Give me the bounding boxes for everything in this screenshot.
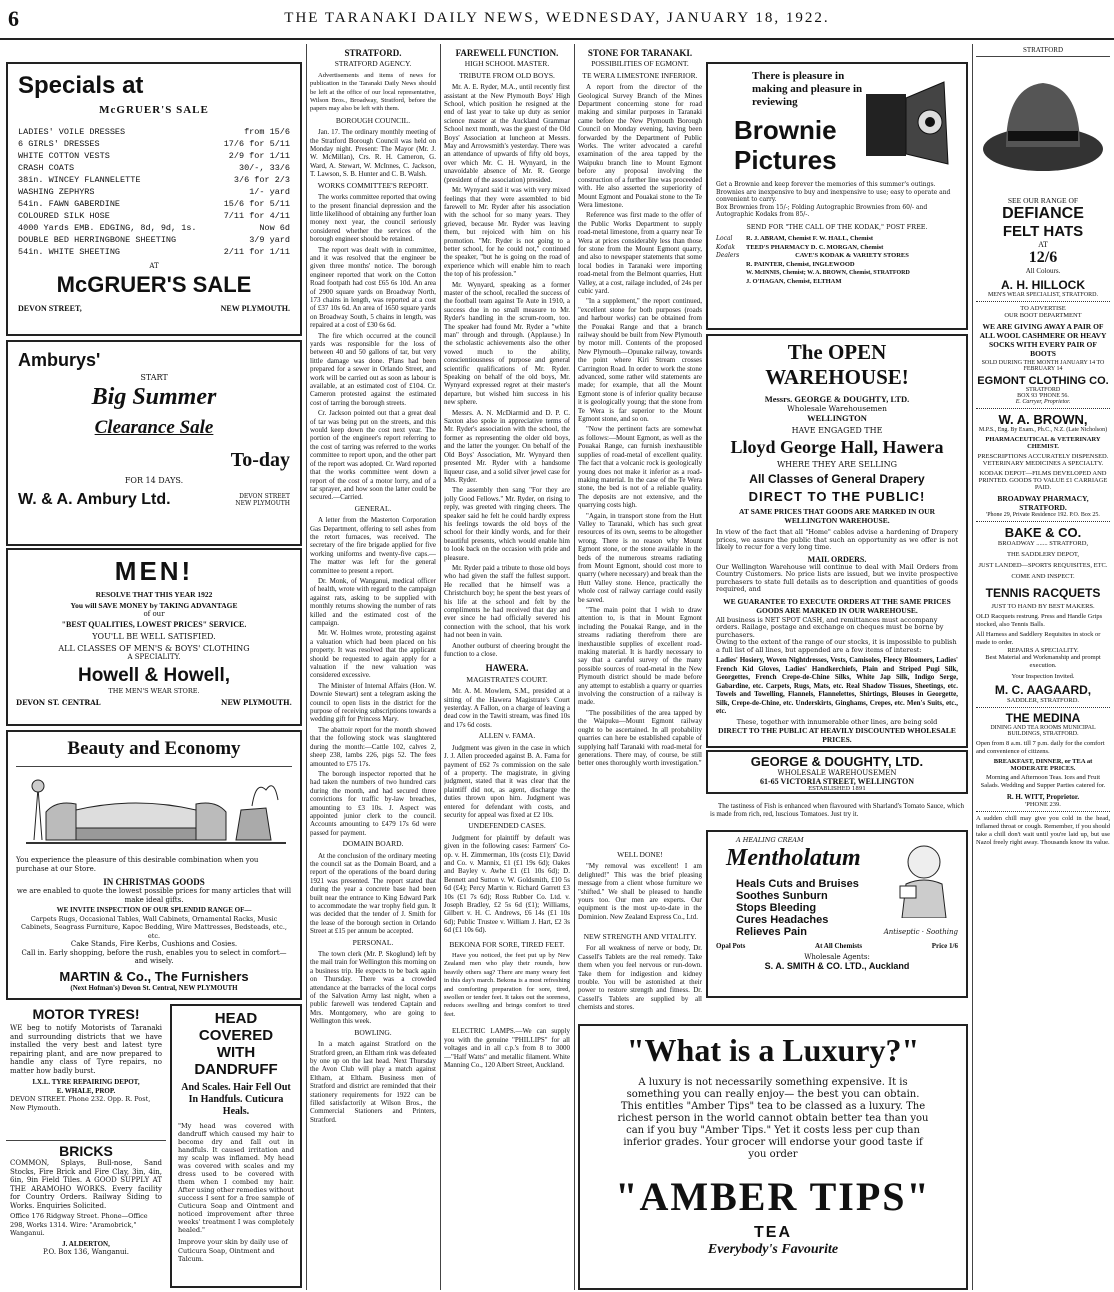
- domain-heading: DOMAIN BOARD.: [342, 839, 404, 849]
- general-p2: Dr. Monk, of Wanganui, medical officer of health, wrote with regard to the campaign against rats, asking to be supplied with monthly returns showing the number of rats killed and the estimated cost of the campaign.: [310, 576, 436, 627]
- brown-prescr: PRESCRIPTIONS ACCURATELY DISPENSED. VETERINARY MEDICINES A SPECIALTY.: [977, 453, 1109, 467]
- undefended-heading: UNDEFENDED CASES.: [468, 821, 546, 831]
- howell-address: [16, 698, 292, 707]
- egmont-box: BOX 93 'PHONE 56.: [1017, 393, 1069, 399]
- allen-text: Judgment was given in the case in which J. J. Allen proceeded against B. A. Fama for payment of £62 7s commission on the sale of a property. The magistrate, in giving judgment, stated that it was clear that the plaintiff did not, as agent, discharge the duties thrown upon him. Judgment was entered for defendant with costs, and security for appeal was fixed at £2 10s.: [444, 743, 570, 819]
- works-p4: Cr. Jackson pointed out that a great deal of tar was being put on the streets, and this would keep down the cost next year. The portion of the engineer's report referring to the cost of tarring was referred to the works committee to report upon, and the other part of the report was adopted. Cr. Ward reported that the works committee went down a report of the cost of a motor lorry, and of a tar sprayer, and how soon the latter could be secured.—Carried.: [310, 409, 436, 502]
- strength-text: For all weakness of nerve or body, Dr. Cassell's Tablets are the real remedy. Take them when you feel nervous or run-down. Take them for indigestion and kidney trouble. You will be astonished at their power to restore strength and fitness. Dr. Cassell's Tablets are supplied by all chemists and stores.: [578, 944, 702, 1012]
- mcgruer-item-name: 54in. FAWN GABERDINE: [18, 199, 121, 209]
- mcgruer-item: [18, 150, 290, 162]
- motor-dept: I.X.L. TYRE REPAIRING DEPOT,: [32, 1078, 140, 1086]
- page-number: 6: [8, 6, 19, 31]
- tennis-inspect: Your Inspection Invited.: [1011, 673, 1075, 680]
- stone-p7: "The possibilities of the area tapped by the Waipuku—Mount Egmont railway ought to be ascertained. In all probability quarries can here be established capable of supplying half Taranaki with road-metal for generations. There may, of course, be still better ones thoroughly worth investigation.": [578, 708, 702, 768]
- mcgruer-item-price: 30/-, 33/6: [238, 163, 290, 173]
- motor-ad: [6, 1004, 166, 1136]
- court-text: Mr. A. M. Mowlem, S.M., presided at a sitting of the Hawera Magistrate's Court yesterday. A Fallon, on a charge of leaving a dead cow in the Tawiti stream, was fined 10s and 17s 6d costs.: [444, 687, 570, 729]
- ambury-big: Big Summer: [91, 384, 217, 410]
- general-p4: The Minister of Internal Affairs (Hon. W. Downie Stewart) sent a telegram asking the council to open lists in the district for the purpose of receiving subscriptions towards a wedding gift for Princess Mary.: [310, 681, 436, 724]
- stratford-agency-heading: STRATFORD AGENCY.: [334, 59, 412, 69]
- camera-icon: [864, 74, 954, 170]
- bake-landed: JUST LANDED—SPORTS REQUISITES, ETC.: [978, 562, 1108, 569]
- works-p2: The report was dealt with in committee, and it was resolved that the engineer be given three months' notice. The borough engineer reported that work on the Cotton Road footpath had cost £65 6s 10d. An area of 2900 square yards on Broadway North, 173 chains in length, was reported at a cost of £37 10s 6d. An area of 1650 square yards on Broadway South, 5 chains in length, was repaired at a cost of £30 6s 6d.: [310, 245, 436, 330]
- mcgruer-item-name: CRASH COATS: [18, 163, 75, 173]
- masthead: THE TARANAKI DAILY NEWS, WEDNESDAY, JANUARY 18, 1922.: [284, 10, 830, 26]
- hawera-heading: HAWERA.: [485, 663, 529, 674]
- mcgruer-item: [18, 246, 290, 258]
- general-heading: GENERAL.: [354, 503, 392, 513]
- mcgruer-item-price: 3/9 yard: [249, 235, 290, 245]
- strength-heading: NEW STRENGTH AND VITALITY.: [583, 932, 697, 941]
- medina-phone: 'PHONE 239.: [1025, 801, 1061, 808]
- warehouse-direct2: DIRECT TO THE PUBLIC AT HEAVILY DISCOUNTED WHOLESALE PRICES.: [718, 726, 956, 744]
- martin-p3: we are enabled to quote the lowest possible prices for many articles that will make ideal gifts.: [16, 887, 292, 904]
- strength-notice: [578, 930, 702, 1022]
- bake-name: BAKE & CO.: [1004, 525, 1082, 540]
- col-rule-2: [440, 44, 441, 1290]
- mcgruer-item: [18, 126, 290, 138]
- mcgruer-item-name: COLOURED SILK HOSE: [18, 211, 110, 221]
- mcgruer-subtitle: McGRUER'S SALE: [99, 104, 209, 116]
- warehouse-sub: Wholesale Warehousemen: [787, 404, 887, 413]
- howell-l7: A SPECIALITY.: [127, 653, 181, 661]
- mcgruer-item: [18, 210, 290, 222]
- mentholatum-ad: [706, 830, 968, 998]
- brown-phone: 'Phone 29, Private Residence 192. P.O. Box 25.: [986, 512, 1100, 518]
- martin-ad: [6, 730, 302, 1000]
- martin-addr: (Next Hofman's) Devon St. Central, NEW PLYMOUTH: [70, 983, 238, 992]
- warehouse-classes: All Classes of General Drapery: [749, 472, 925, 486]
- hillock-price: 12/6: [1028, 249, 1058, 266]
- aagaard-sub: SADDLER, STRATFORD.: [1006, 697, 1080, 704]
- bricks-ad: [6, 1140, 166, 1290]
- stone-p2: Reference was first made to the offer of the Public Works Department to supply road-metal limestone, from a quarry near Te Wera at prices considerably less than those for stone from the Mount Egmont quarry, and also to newspaper statements that some local bodies in Taranaki were importing road-metal from the Belmont quarries, Hutt Valley, at a cost, railage included, of 24s per cubic yard.: [578, 211, 702, 295]
- martin-rule: [16, 766, 292, 767]
- court-heading: MAGISTRATE'S COURT.: [466, 674, 548, 684]
- howell-addr-left: DEVON ST. CENTRAL: [16, 698, 101, 707]
- howell-ad: [6, 548, 302, 726]
- brown-pharm: PHARMACEUTICAL & VETERINARY CHEMIST.: [985, 436, 1101, 450]
- bowling-text: In a match against Stratford on the Stratford green, an Eltham rink was defeated by one up on the last head. Next Thursday the Avon Club will play a match against Eltham, at Eltham. Business men of Stratford and district are reminded that their stationery requirements for 1922 can be filled satisfactorily at Wilson Bros., the Commercial Stationers and Printers, Stratford.: [310, 1040, 436, 1124]
- hillock-sub: MEN'S WEAR SPECIALIST, STRATFORD.: [987, 292, 1099, 298]
- hillock-at: AT: [1038, 240, 1048, 249]
- mcgruer-item: [18, 186, 290, 198]
- brownie-send: SEND FOR "THE CALL OF THE KODAK," POST FREE.: [746, 222, 928, 231]
- mcgruer-item-name: WHITE COTTON VESTS: [18, 151, 110, 161]
- stone-p5: "Again, in transport stone from the Hutt Valley to Taranaki, which has such great resources of its own, seems to be altogether wrong. There is no reason why Mount Egmont stone, or the stone available in the beds of the numerous streams radiating from Mount Egmont, should cost more to quarry (where necessary) and break than the Hutt Valley stone. Hence, practically the whole cost of railway carriage could easily be saved.: [578, 511, 702, 604]
- farewell-p3: Mr. Wynyard, speaking as a former master of the school, recalled the success of the football team against Te Aute in 1910, a success due in no small measure to Mr. Ryder's handling in the scrum-room, too. The speaker had found Mr. Ryder a "white man" through and through. (Applause.) In the scholastic achievements also the other vowed much to the ability, conscientiousness of purpose and general scientific qualifications of Mr. Ryder. Speaking on behalf of the old boys, Mr. Wynyard expressed regret at their master's departure, but wished him success in his new sphere.: [444, 280, 570, 407]
- brownie-dealer-2: TEED'S PHARMACY D. C. MORGAN, Chemist: [746, 243, 884, 251]
- stone-sub2: TE WERA LIMESTONE INFERIOR.: [582, 70, 698, 80]
- farewell-p5: The assembly then sang "For they are jolly Good Fellows." Mr. Ryder, on rising to reply, was greeted with ringing cheers. The speaker said he felt he could hardly express his feelings towards the old boys of the school for their kindly words, and for their beautiful presents, which would enable him to look back on the occasion with pride and pleasure.: [444, 486, 570, 562]
- ambury-firm: W. & A. Ambury Ltd.: [18, 491, 171, 508]
- personal-heading: PERSONAL.: [352, 937, 394, 947]
- mcgruer-item: [18, 222, 290, 234]
- mcgruer-item-price: 1/- yard: [249, 187, 290, 197]
- tennis-repairs: REPAIRS A SPECIALITY.: [1007, 647, 1079, 654]
- brown-name: W. A. BROWN,: [998, 412, 1088, 427]
- sofa-illustration: [16, 770, 296, 852]
- howell-firm: Howell & Howell,: [77, 665, 231, 686]
- right-column: [976, 46, 1110, 1290]
- martin-p4: WE INVITE INSPECTION OF OUR SPLENDID RANGE OF—: [56, 906, 252, 914]
- farewell-heading: FAREWELL FUNCTION.: [455, 48, 559, 58]
- mcgruer-item: [18, 234, 290, 246]
- mcgruer-item-name: 38in. WINCEY FLANNELETTE: [18, 175, 141, 185]
- bake-saddlery: THE SADDLERY DEPOT,: [1006, 551, 1080, 558]
- ambury-clear: Clearance Sale: [94, 417, 214, 438]
- warehouse-footer: [706, 750, 968, 794]
- bricks-title: BRICKS: [59, 1143, 113, 1159]
- mentholatum-l3: Stops Bleeding: [736, 901, 817, 914]
- tennis-harness: All Harness and Saddlery Requisites in stock or made to order.: [976, 631, 1101, 646]
- warehouse-est: ESTABLISHED 1891: [808, 786, 866, 792]
- mcgruer-item-name: WASHING ZEPHYRS: [18, 187, 95, 197]
- farewell-tribute: TRIBUTE FROM OLD BOYS.: [459, 70, 555, 80]
- medina-name: THE MEDINA: [1005, 711, 1081, 725]
- howell-l4: "BEST QUALITIES, LOWEST PRICES" SERVICE.: [61, 620, 247, 629]
- col-rule-4: [972, 44, 973, 1290]
- bowling-heading: BOWLING.: [354, 1027, 392, 1037]
- mcgruer-item-name: 4000 Yards EMB. EDGING, 8d, 9d, 1s.: [18, 223, 197, 233]
- medina-witt: R. H. WITT, Proprietor.: [1006, 793, 1080, 801]
- mcgruer-address-left: DEVON STREET,: [18, 304, 82, 313]
- mcgruer-item: [18, 138, 290, 150]
- bricks-body: COMMON, Splays, Bull-nose, Sand Stocks, Fire Brick and Fire Clay, 3in, 4in, 6in, 9in Field Tiles. A GOOD SUPPLY AT THE ARAMOHO WORKS. Every facility for Country Orders. Railway Siding to Works. Enquiries Solicited.: [10, 1159, 162, 1210]
- warehouse-engaged: HAVE ENGAGED THE: [791, 426, 883, 435]
- farewell-p7: Another outburst of cheering brought the function to a close.: [444, 641, 570, 659]
- egmont-sold: SOLD DURING THE MONTH JANUARY 14 TO FEBRUARY 14: [981, 360, 1105, 372]
- mcgruer-item-name: 6 GIRLS' DRESSES: [18, 139, 100, 149]
- mcgruer-item-price: 2/11 for 1/11: [223, 247, 290, 257]
- mcgruer-at: AT: [149, 262, 159, 270]
- amber-tea: TEA: [754, 1224, 792, 1241]
- stone-p1: A report from the director of the Geological Survey Branch of the Mines Department concerning stone for road making and similar purposes in Taranaki came before the New Plymouth Borough Council on Monday evening, having been forwarded by the Department of Public Works. The writer advocated a careful examination of the area tapped by the Waipuku branch line to Mount Egmont before any proposal involving the construction of a further line was proceeded with. He also asserted the superiority of Mount Egmont and Pouakai stone to the Te Wera limestone.: [578, 83, 702, 209]
- bricks-contact: Office 176 Ridgway Street. Phone—Office 298, Works 1314. Wire: "Aramobrick," Wanganui.: [10, 1212, 148, 1237]
- howell-men: MEN!: [114, 556, 194, 586]
- howell-addr-right: NEW PLYMOUTH.: [221, 698, 292, 707]
- council-text: Jan. 17. The ordinary monthly meeting of the Stratford Borough Council was held on Monday night. Present: The Mayor (Mr. J. W. McMillan), Crs. R. H. Cameron, G. Ward, A. Stewart, W. McInnes, C. Jackson, T. Lawson, S. B. Hunter and C. B. Walsh.: [310, 128, 436, 179]
- mentholatum-l1: Heals Cuts and Bruises: [736, 877, 859, 890]
- hillock-name: A. H. HILLOCK: [1001, 278, 1085, 292]
- mcgruer-ad: [6, 62, 302, 336]
- medina-open: Open from 8 a.m. till 7 p.m. daily for the comfort and convenience of citizens.: [976, 740, 1105, 755]
- ambury-today: To-day: [230, 449, 290, 471]
- tennis-hand: JUST TO HAND BY BEST MAKERS.: [991, 603, 1095, 610]
- bake-sub: BROADWAY ....... STRATFORD,: [997, 540, 1089, 547]
- mentholatum-healing: A HEALING CREAM: [736, 836, 804, 844]
- mcgruer-item-name: LADIES' VOILE DRESSES: [18, 127, 126, 137]
- hillock-colours: All Colours.: [1025, 267, 1061, 275]
- brownie-small: Get a Brownie and keep forever the memories of this summer's outings. Brownies are inexpensive to buy and inexpensive to use; easy to operate and convenient to carry.: [716, 181, 951, 203]
- bekona-text: Have you noticed, the feet put up by New Zealand men who play their rounds, how heavily others sag? There are many weary feet in this day's march. Bekona is a most refreshing and comforting preparation for sore, tired, swollen or tender feet. It takes out the soreness, reduces swelling and brings comfort to tired feet.: [444, 952, 570, 1018]
- bekona-heading: BEKONA FOR SORE, TIRED FEET.: [449, 939, 565, 949]
- brown-kodak: KODAK DEPOT—FILMS DEVELOPED AND PRINTED. GOODS TO VALUE £1 CARRIAGE PAID.: [978, 470, 1108, 491]
- fish-text: The tastiness of Fish is enhanced when flavoured with Sharland's Tomato Sauce, which is made from rich, red, luscious Tomatoes. Just try it.: [710, 802, 964, 819]
- farewell-sub: HIGH SCHOOL MASTER.: [464, 59, 550, 69]
- brownie-dealer-6: J. O'HAGAN, Chemist, ELTHAM: [746, 277, 842, 285]
- martin-p6: Cake Stands, Fire Kerbs, Cushions and Cosies.: [70, 940, 238, 948]
- stone-column: [578, 46, 702, 846]
- warehouse-direct: DIRECT TO THE PUBLIC!: [748, 489, 926, 504]
- allen-heading: ALLEN v. FAMA.: [478, 731, 536, 741]
- cuticura-body: "My head was covered with dandruff which caused my hair to become dry and fall out in handfuls. It caused irritation and my scalp was inflamed. My head was covered with scales and my dress used to be covered with them when I combed my hair. After using other remedies without success I sent for a free sample of Cuticura Soap and Ointment and noticed improvement after three weeks' treatment I was completely healed.": [178, 1122, 294, 1234]
- brownie-dealer-3: CAVE'S KODAK & VARIETY STORES: [795, 252, 909, 259]
- mentholatum-opal: Opal Pots: [716, 942, 746, 950]
- general-p6: The borough inspector reported that he had taken the numbers of two hundred cars during the month, and had secured three convictions for traffic by-law breaches, amounting to £3 10s. J. Aspect was appointed junior clerk to the council. Accounts amounting to £479 17s 6d were passed for payment.: [310, 769, 436, 837]
- mentholatum-l5: Relieves Pain: [736, 925, 807, 938]
- well-heading: WELL DONE!: [617, 850, 663, 859]
- amber-slogan: Everybody's Favourite: [707, 1242, 839, 1257]
- motor-name: E. WHALE, PROP.: [56, 1086, 116, 1095]
- hillock-defiance: DEFIANCE: [1002, 205, 1084, 222]
- amber-title: "What is a Luxury?": [626, 1032, 920, 1068]
- mcgruer-address: [18, 304, 290, 313]
- warehouse-owing: Owing to the extent of the range of our stocks, it is impossible to publish a full list of all lines, but appended are a few items of interest:: [716, 638, 957, 654]
- mentholatum-agents: Wholesale Agents:: [804, 952, 870, 961]
- personal-text: The town clerk (Mr. P. Skoglund) left by the mail train for Wellington this morning on a business trip. He expects to be back again on Thursday. There was a crowded attendance at the barracks of the local corps of the Salvation Army last night, when a public farewell was tendered Captain and Mrs. Montgomery, who are going to Wellington this week.: [310, 950, 436, 1026]
- martin-p1: You experience the pleasure of this desirable combination when you purchase at our Store.: [16, 856, 259, 873]
- mcgruer-item-price: from 15/6: [244, 127, 290, 137]
- howell-l2: You will SAVE MONEY by TAKING ADVANTAGE: [70, 601, 238, 610]
- stone-p3: "In a supplement," the report continued, "excellent stone for both purposes (roads and harbour works) can be obtained from the Pouakai Range and that a branch railway should be built from New Plymouth by motor mill. Contents of the proposed New Plymouth—Opunake railway, towards the point where Kiri Stream crosses Carrington Road. In order to work the stone advanced, some rather wild statements are made; for example, that all the Mount Egmont stone is of inferior quality because it is geologically young; that the stone from Te Wera is far superior to the Mount Egmont stone, and so on.: [578, 297, 702, 424]
- warehouse-firm2: GEORGE & DOUGHTY, LTD.: [750, 754, 924, 769]
- undefended-text: Judgment for plaintiff by default was given in the following cases: Farmers' Co-op. v. H. Zimmerman, 10s (costs £1); David and Co. v. Mannix, £1 (£1 19s 6d); Oakes and Bayley v. Awhe £1 (£1 10s 6d); D. Bennett and Sutton v. W. Goldsmith, £10 5s 6d (£4); Percy Martin v. Richard Garrett £3 10s (£1 7s 6d); Ross Rubber Co. Ltd. v. Joseph Bradley, £2 5s 6d (£1); Williams, Gilbert v. H. C. Andrews, £6 14s (£1 10s 6d); Public Trustee v. William J. Hart, £2 3s 6d (£1 10s 6d).: [444, 833, 570, 935]
- man-illustration: [894, 840, 954, 918]
- page-header: [0, 0, 1114, 40]
- farewell-column: [444, 46, 570, 1290]
- mcgruer-item: [18, 174, 290, 186]
- well-text: "My removal was excellent! I am delighted!" This was the brief pleasing message from a client whose furniture we "shifted." We shall be pleased to handle yours too. Our men are experts. Our equipment is the most up-to-date in the Dominion. New Zealand Express Co., Ltd.: [578, 862, 702, 921]
- egmont-giving: WE ARE GIVING AWAY A PAIR OF ALL WOOL CASHMERE OR HEAVY SOCKS WITH EVERY PAIR OF BOOTS: [979, 322, 1107, 358]
- bake-come: COME AND INSPECT.: [1011, 573, 1075, 580]
- mentholatum-at: At All Chemists: [815, 942, 863, 950]
- warehouse-wh: WHOLESALE WAREHOUSEMEN: [777, 769, 897, 777]
- warehouse-firm: Messrs. GEORGE & DOUGHTY, LTD.: [764, 394, 910, 404]
- martin-title: Beauty and Economy: [67, 738, 241, 759]
- martin-firm: MARTIN & Co., The Furnishers: [59, 968, 249, 984]
- warehouse-mail-heading: MAIL ORDERS.: [807, 554, 867, 564]
- egmont-carryer: E. Carryer, Proprietor.: [1015, 399, 1071, 405]
- fish-notice: [706, 796, 968, 828]
- amber-brand: "AMBER TIPS": [615, 1174, 931, 1219]
- brownie-dealer-1: R. J. ABRAM, Chemist F. W. HALL, Chemist: [746, 235, 874, 242]
- works-p3: The fire which occurred at the council yards was responsible for the loss of between 40 and 50 gallons of tar, but very little damage was done. Plans had been prepared for a sewer in Orlando Street, and work will be carried out as soon as labour is available, at an estimated cost of £104. Cr. Cameron protested against the estimated cost of tarring the borough streets.: [310, 331, 436, 407]
- header-rule: [0, 38, 1114, 40]
- motor-body: WE beg to notify Motorists of Taranaki and surrounding districts that we have installed the very best and latest tyre repairing plant, and are now prepared to handle any class of Tyre repairs, no matter how badly burst.: [10, 1024, 162, 1075]
- stratford-agency-text: Advertisements and items of news for publication in the Taranaki Daily News should be left at the office of our local representative, Wilson Bros., Broadway, Stratford, before the papers may also be left with them.: [310, 71, 436, 113]
- amber-tips-ad: [578, 1024, 968, 1290]
- electric-text: ELECTRIC LAMPS.—We can supply you with the genuine "PHILLIPS" for all voltages and in all c.p.'s from 8 to 3000—"Half Watts" and metallic filament. White Manning Co., 120 Albert Street, Auckland.: [444, 1027, 570, 1069]
- martin-p2: IN CHRISTMAS GOODS: [103, 877, 205, 887]
- cuticura-head: HEAD COVERED WITH DANDRUFF: [194, 1010, 278, 1078]
- cuticura-ad: [170, 1004, 302, 1288]
- mcgruer-title: Specials at: [18, 72, 144, 99]
- howell-l1: RESOLVE THAT THIS YEAR 1922: [95, 590, 213, 599]
- amber-body: A luxury is not necessarily something expensive. It is something you can really enjoy— the best you can obtain. This entitles "Amber Tips" tea to be classed as a luxury. The richest person in the world cannot obtain better tea than you can if you buy "Amber Tips." Yet it costs less per cup than inferior grades. Your grocer will endorse your good taste if you order: [617, 1077, 929, 1160]
- ambury-start: START: [140, 373, 168, 382]
- hillock-see: SEE OUR RANGE OF: [1007, 196, 1079, 205]
- mcgruer-item-price: 2/9 for 1/11: [228, 151, 290, 161]
- howell-l3: of our: [143, 610, 165, 618]
- mcgruer-item: [18, 162, 290, 174]
- mentholatum-smith: S. A. SMITH & CO. LTD., Auckland: [764, 961, 910, 971]
- warehouse-remit: All business is NET SPOT CASH, and remittances must accompany orders. Railage, postage and exchange on cheques must be borne by purchasers.: [716, 615, 944, 639]
- medina-breakfast: BREAKFAST, DINNER, or TEA at MODERATE PRICES.: [993, 758, 1093, 772]
- tennis-title: TENNIS RACQUETS: [985, 586, 1101, 600]
- general-p1: A letter from the Masterton Corporation Gas Department, offering to sell ashes from the retort furnaces, was received. The secretary of the fire brigade applied for five working uniforms and twenty-five caps.—The matter was left for the general committee to present a report.: [310, 516, 436, 575]
- stone-p4: "Now the pertinent facts are somewhat as follows:—Mount Egmont, as well as the Pouakai Range, can furnish inexhaustible supplies of road-metal of excellent quality. The fact that a volcanic rock is geologically young does not make it inferior as a road-making material. In the case of the Te Wera stone, the bed is not of a reliable quality. The deposits are not extensive, and the quarrying costs high.: [578, 425, 702, 510]
- mentholatum-l2: Soothes Sunburn: [736, 889, 828, 902]
- egmont-name: EGMONT CLOTHING CO.: [977, 375, 1109, 387]
- stratford-heading: STRATFORD.: [344, 48, 402, 58]
- brownie-dealers: [716, 235, 958, 286]
- mentholatum-l4: Cures Headaches: [736, 913, 829, 926]
- martin-illustration: [16, 770, 292, 852]
- warehouse-addr: 61-65 VICTORIA STREET, WELLINGTON: [760, 777, 914, 786]
- egmont-sub: STRATFORD: [1025, 387, 1061, 393]
- tennis-best: Best Material and Workmanship and prompt execution.: [985, 654, 1101, 669]
- motor-title: MOTOR TYRES!: [32, 1006, 140, 1022]
- stone-heading: STONE FOR TARANAKI.: [587, 48, 693, 58]
- motor-addr: DEVON STREET. Phone 232. Opp. R. Post, New Plymouth.: [10, 1095, 151, 1112]
- stone-sub: POSSIBILITIES OF EGMONT.: [591, 59, 689, 69]
- howell-l6: ALL CLASSES OF MEN'S & BOYS' CLOTHING: [58, 644, 250, 653]
- brown-broadway: BROADWAY PHARMACY, STRATFORD.: [997, 494, 1089, 512]
- cuticura-foot: Improve your skin by daily use of Cuticura Soap, Ointment and Talcum.: [178, 1238, 288, 1263]
- warehouse-where: WHERE THEY ARE SELLING: [776, 460, 898, 469]
- brownie-l1: There is pleasure in making and pleasure in reviewing: [752, 70, 863, 108]
- farewell-p6: Mr. Ryder paid a tribute to those old boys who had given the staff the fullest support. He recalled that he himself was a Christchurch boy; he spent the best years of his life at the school and felt by the compliments he had received that day and ever since he had officially severed his connection with the school, that his work had not been in vain.: [444, 563, 570, 640]
- mcgruer-item-name: DOUBLE BED HERRINGBONE SHEETING: [18, 235, 177, 245]
- warehouse-items: Ladies' Hosiery, Woven Nightdresses, Vests, Camisoles, Fleecy Bloomers, Ladies' French Kid Gloves, Ladies' Handkerchiefs, Plain and Striped Pugi Silk, Georgettes, French Crepe-de-Chine Silks, White Jap Silk, Indigo Serge, Gabardine, etc. Carpets, Rugs, Mats, etc. Real Shadow Tissues, Sheetings, etc. Towels and Towelling, Flannels, Flannelettes, Shirtings, Blouses in Georgette, Silk, Crepe-de-Chine, etc. Underskirts, Ginghams, Crepes, etc. Men's Suits, etc., etc.: [716, 656, 958, 715]
- stone-p6: "The main point that I wish to draw attention to, is that in Mount Egmont including the Pouakai Range, and in the streams radiating therefrom there are inexhaustible supplies of excellent road-making material. It is hardly necessary to say that a careful survey of the many possible sources of road-metal in the New Plymouth district should be made before any attempt to establish a quarry or quarries involving the construction of a railway is made.: [578, 606, 702, 707]
- martin-p7: Call in. Early shopping, before the rush, enables you to select in comfort—and wisely.: [21, 948, 287, 965]
- stratford-column: [310, 46, 436, 1290]
- mcgruer-footer-name: McGRUER'S SALE: [56, 272, 252, 297]
- domain-text: At the conclusion of the ordinary meeting the council sat as the Domain Board, and a report of the operations of the board during 1921 was presented. The report stated that during the year a concrete base had been built near the entrance to King Edward Park to accommodate the war trophy field gun. It was decided that the tender of J. Smith for the lease of the borough section in Orlando Street at £15 per annum be accepted.: [310, 851, 436, 936]
- brownie-big: Brownie Pictures: [734, 115, 837, 175]
- ambury-days: FOR 14 DAYS.: [124, 476, 184, 485]
- warehouse-same: AT SAME PRICES THAT GOODS ARE MARKED IN OUR WELLINGTON WAREHOUSE.: [738, 507, 935, 525]
- mcgruer-item: [18, 198, 290, 210]
- bricks-box: P.O. Box 136, Wanganui.: [42, 1248, 130, 1256]
- egmont-boot: OUR BOOT DEPARTMENT: [1004, 312, 1082, 319]
- brownie-prices: Box Brownies from 15/-; Folding Autographic Brownies from 60/- and Autographic Kodaks from 85/-.: [716, 203, 928, 218]
- brownie-dealer-list: [746, 235, 958, 286]
- brownie-dealer-4: R. PAINTER, Chemist, INGLEWOOD: [746, 260, 855, 268]
- warehouse-mail: Our Wellington Warehouse will continue to deal with Mail Orders from Country Customers. No price lists are issued, but we invite prospective purchasers to state full details as to description and quantities of goods required, and: [716, 562, 958, 593]
- aagaard-name: M. C. AAGAARD,: [994, 683, 1092, 697]
- warehouse-view: In view of the fact that all "Home" cables advise a hardening of Drapery prices, we assure the public that such an opportunity as we offer is not likely to recur for a very long time.: [716, 528, 958, 551]
- farewell-p1: Mr. A. E. Ryder, M.A., until recently first assistant at the New Plymouth Boys' High School, which position he resigned at the end of last year to take up duty as senior science master at the Auckland Grammar School next month, was the guest of the Old Boys' Association at luncheon at Messrs. May and Arrowsmith's yesterday. There was an attendance of upwards of fifty old boys, over which Mr. C. H. Wynyard, in the unavoidable absence of Mr. R. George (president of the association) presided.: [444, 83, 570, 184]
- warehouse-guarantee: WE GUARANTEE TO EXECUTE ORDERS AT THE SAME PRICES GOODS ARE MARKED IN OUR WAREHOUSE.: [723, 596, 951, 615]
- hat-illustration: [976, 57, 1110, 187]
- mcgruer-item-name: 54in. WHITE SHEETING: [18, 247, 121, 257]
- cuticura-sub: And Scales. Hair Fell Out In Handfuls. Cuticura Heals.: [181, 1082, 291, 1117]
- farewell-p4: Messrs. A. N. McDiarmid and D. P. C. Saxton also spoke in appreciative terms of Mr. Ryder's association with the school, the former as representing the older old boys, and the latter the younger. On behalf of the Old Boys' Association, Mr. Wynyard then presented Mr. Ryder with a handsome liqueur case, and a solid silver jewel case for Mrs. Ryder.: [444, 408, 570, 484]
- medina-morning: Morning and Afternoon Teas. Ices and Fruit Salads. Wedding and Supper Parties catered for.: [980, 774, 1106, 789]
- mcgruer-item-price: 17/6 for 5/11: [223, 139, 290, 149]
- warehouse-these: These, together with innumerable other lines, are being sold: [736, 717, 938, 726]
- mcgruer-item-price: 3/6 for 2/3: [233, 175, 290, 185]
- warehouse-city: WELLINGTON: [807, 413, 867, 423]
- general-p3: Mr. W. Holmes wrote, protesting against a valuation which had been placed on his property. It was resolved that the applicant should be requested to again apply for a valuation if the new valuation was considered excessive.: [310, 629, 436, 680]
- howell-l5: YOU'LL BE WELL SATISFIED.: [92, 632, 216, 641]
- farewell-p2: Mr. Wynyard said it was with very mixed feelings that they were assembled to bid farewell to Mr. Ryder after his association with the school for so many years. They grieved, because Mr. Ryder was leaving them, but rejoiced with him on his promotion. "Mr. Ryder is not going to a better school, for he could not," continued the speaker, "but he is going on the road of experience which will enable him to reach the top of his profession.": [444, 186, 570, 279]
- col-rule-1: [306, 44, 307, 1290]
- warehouse-hall: Lloyd George Hall, Hawera: [730, 437, 944, 457]
- works-heading: WORKS COMMITTEE'S REPORT.: [317, 180, 429, 190]
- mcgruer-item-price: 7/11 for 4/11: [223, 211, 290, 221]
- nazol-text: A sudden chill may give you cold in the head, inflamed throat or cough. Remember, if you should take a chill don't wait until you're laid up, but use Nazol freely right away. Thousands know its value.: [976, 815, 1110, 846]
- egmont-advertise: TO ADVERTISE: [1020, 305, 1066, 312]
- brownie-ad: [706, 62, 968, 330]
- brownie-dealer-label: Local Kodak Dealers: [716, 235, 740, 259]
- brownie-dealer-5: W. McINNIS, Chemist; W. A. BROWN, Chemist, STRATFORD: [746, 270, 910, 276]
- ambury-name: Amburys': [18, 350, 101, 370]
- works-p1: The works committee reported that owing to the present financial depression and the little likelihood of obtaining any further loan money next year, the council seriously considered whether the services of the borough engineer should be retained.: [310, 193, 436, 244]
- howell-store: THE MEN'S WEAR STORE.: [108, 687, 200, 695]
- mcgruer-items: [18, 126, 290, 258]
- council-heading: BOROUGH COUNCIL.: [335, 115, 411, 125]
- mentholatum-price: Price 1/6: [931, 942, 958, 950]
- ambury-ad: [6, 340, 302, 546]
- mcgruer-address-right: NEW PLYMOUTH.: [220, 304, 290, 313]
- tennis-old: OLD Racquets restrung. Press and Handle Grips stocked, also Tennis Balls.: [976, 613, 1103, 628]
- warehouse-title: The OPEN WAREHOUSE!: [765, 340, 909, 389]
- ambury-addr: DEVON STREET NEW PLYMOUTH: [235, 493, 290, 507]
- ambury-footer: [18, 491, 290, 509]
- mentholatum-name: Mentholatum: [726, 844, 861, 871]
- mcgruer-item-price: Now 6d: [259, 223, 290, 233]
- martin-p5: Carpets Rugs, Occasional Tables, Wall Cabinets, Ornamental Racks, Music Cabinets, Seagrass Furniture, Kapoc Bedding, Wire Mattresses, Bedsteads, etc., etc.: [21, 914, 287, 940]
- warehouse-ad: [706, 334, 968, 748]
- mcgruer-item-price: 15/6 for 5/11: [223, 199, 290, 209]
- mentholatum-price-row: [716, 942, 958, 951]
- general-p5: The abattoir report for the month showed that the following stock was slaughtered during the month:—Cattle 102, calves 2, sheep 238, lambs 226, pigs 52. The fees amounted to £75 17s.: [310, 725, 436, 768]
- bricks-name: J. ALDERTON,: [62, 1239, 110, 1248]
- brown-sub: M.P.S., Eng. By Exam., Ph.C., N.Z. (Late Nicholson): [978, 427, 1108, 433]
- medina-sub: DINING AND TEA ROOMS MUNICIPAL BUILDINGS, STRATFORD.: [990, 725, 1096, 737]
- right-strat: STRATFORD: [976, 46, 1110, 57]
- col-rule-3: [574, 44, 575, 1290]
- hillock-felt: FELT HATS: [1002, 223, 1084, 240]
- mentholatum-antiseptic: Antiseptic · Soothing: [883, 927, 958, 936]
